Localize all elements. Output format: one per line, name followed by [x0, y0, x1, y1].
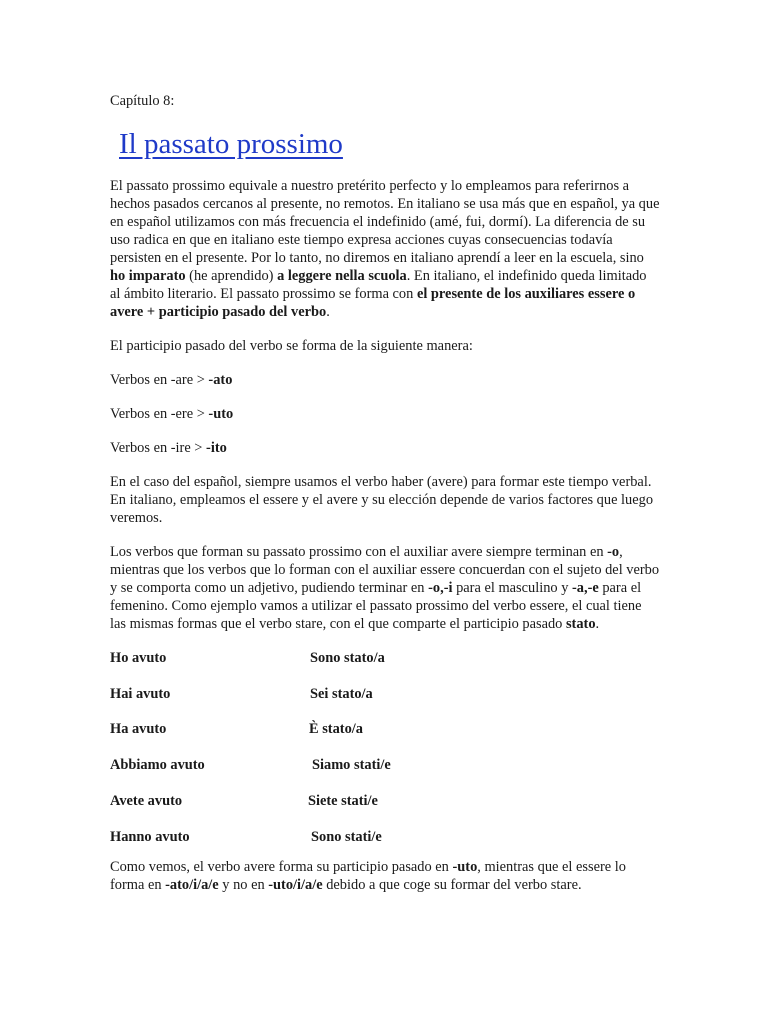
avere-form: Ho avuto [110, 650, 167, 666]
rule-ere: Verbos en -ere > -uto [110, 406, 234, 422]
intro-paragraph: El passato prossimo equivale a nuestro pretérito perfecto y lo empleamos para referirnos a hechos pasados cercanos al presente, no remotos. En italiano se usa más que en español, ya que en español utilizamos con más frecuencia el indefinido (amé, fui, dormí). La diferencia de su uso radica en que en italiano este tiempo expresa acciones cuyas consecuencias todavía persisten en el presente. Por lo tanto, no diremos en italiano aprendí a leer en la escuela, sino ho imparato (he aprendido) a leggere nella scuola. En italiano, el indefinido queda limitado al ámbito literario. El passato prossimo se forma con el presente de los auxiliares essere o avere + participio pasado del verbo. [110, 178, 660, 320]
document-page [110, 92, 660, 894]
bold-term: stato [565, 616, 596, 632]
conjugation-row [110, 756, 660, 774]
page-title: Il passato prossimo [119, 128, 343, 160]
bold-term: -ato [208, 372, 233, 388]
bold-term: -uto/i/a/e [268, 877, 323, 893]
bold-term: -uto [208, 406, 234, 422]
auxiliary-paragraph: En el caso del español, siempre usamos el verbo haber (avere) para formar este tiempo verbal. En italiano, empleamos el essere y el avere y su elección depende de varios factores que luego veremos. [110, 474, 654, 526]
bold-term: el presente de los auxiliares essere o avere + participio pasado del verbo [110, 286, 636, 320]
conjugation-list [110, 649, 660, 846]
conjugation-row [110, 720, 660, 738]
bold-term: -o [607, 544, 620, 560]
bold-term: ho imparato [110, 268, 186, 284]
participle-intro-paragraph: El participio pasado del verbo se forma de la siguiente manera: [110, 338, 473, 354]
conjugation-row [110, 685, 660, 703]
bold-term: a leggere nella scuola [277, 268, 407, 284]
essere-form: Sono stato/a [310, 650, 385, 666]
rule-ire: Verbos en -ire > -ito [110, 440, 227, 456]
essere-form: È stato/a [309, 721, 363, 737]
essere-form: Sono stati/e [311, 829, 382, 845]
essere-form: Siamo stati/e [312, 757, 391, 773]
bold-term: -uto [452, 859, 478, 875]
conjugation-row [110, 792, 660, 810]
essere-form: Sei stato/a [310, 686, 373, 702]
bold-term: -ato/i/a/e [165, 877, 219, 893]
avere-form: Hai avuto [110, 686, 171, 702]
bold-term: -o,-i [428, 580, 453, 596]
rule-are: Verbos en -are > -ato [110, 372, 233, 388]
bold-term: -a,-e [571, 580, 599, 596]
chapter-label: Capítulo 8: [110, 93, 175, 109]
essere-form: Siete stati/e [308, 793, 378, 809]
conclusion-paragraph: Como vemos, el verbo avere forma su participio pasado en -uto, mientras que el essere lo forma en -ato/i/a/e y no en -uto/i/a/e debido a que coge su formar del verbo stare. [110, 859, 626, 893]
avere-form: Ha avuto [110, 721, 167, 737]
bold-term: -ito [206, 440, 227, 456]
conjugation-row [110, 828, 660, 846]
conjugation-row [110, 649, 660, 667]
avere-form: Abbiamo avuto [110, 757, 205, 773]
avere-form: Hanno avuto [110, 829, 190, 845]
agreement-paragraph: Los verbos que forman su passato prossimo con el auxiliar avere siempre terminan en -o, mientras que los verbos que lo forman con el auxiliar essere concuerdan con el sujeto del verbo y se comporta como un adjetivo, pudiendo terminar en -o,-i para el masculino y -a,-e para el femenino. Como ejemplo vamos a utilizar el passato prossimo del verbo essere, el cual tiene las mismas formas que el verbo stare, con el que comparte el participio pasado stato. [110, 544, 660, 632]
avere-form: Avete avuto [110, 793, 183, 809]
